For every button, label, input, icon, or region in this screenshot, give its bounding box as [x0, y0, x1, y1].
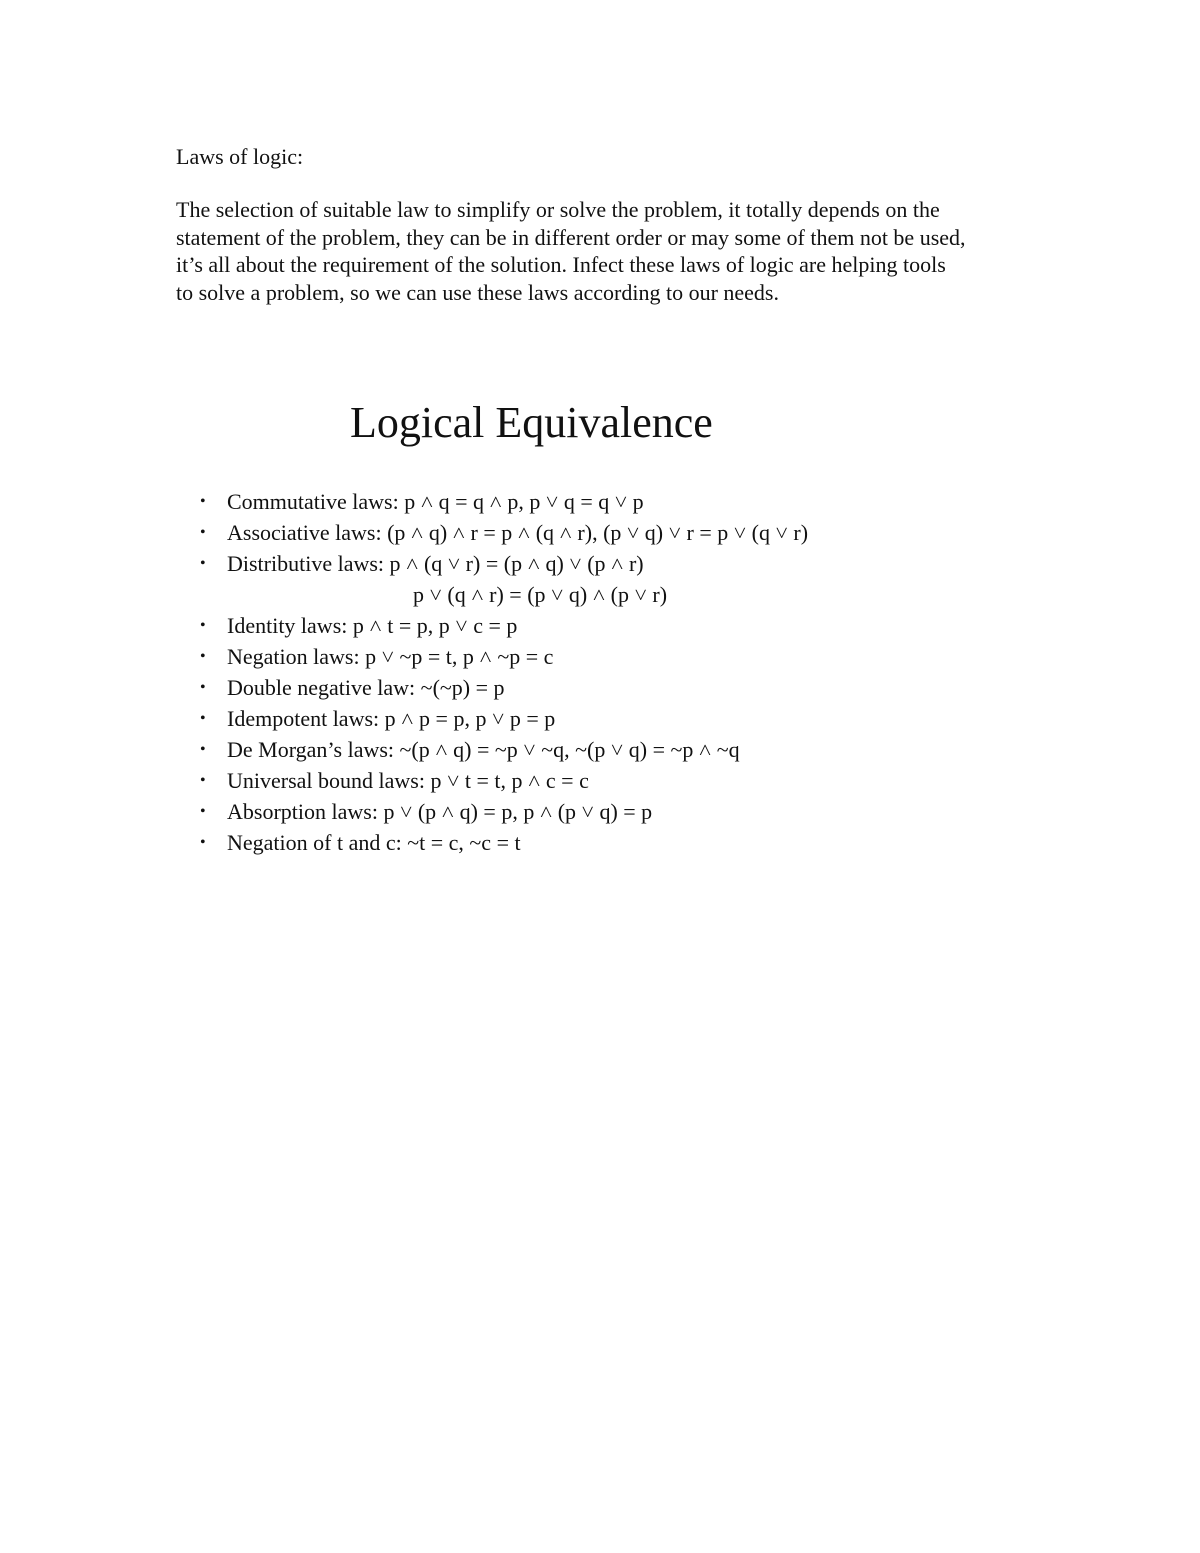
law-text: Negation laws: p ˅ ~p = t, p ˄ ~p = c [227, 644, 554, 669]
law-item-universal-bound [200, 765, 808, 796]
bullet-icon: • [200, 710, 206, 727]
law-text: Distributive laws: p ˄ (q ˅ r) = (p ˄ q) ˅ (p ˄ r) [227, 551, 644, 576]
intro-paragraph [176, 196, 1046, 306]
law-item-absorption [200, 796, 808, 827]
laws-list [200, 486, 808, 858]
law-text: Negation of t and c: ~t = c, ~c = t [227, 830, 521, 855]
bullet-icon: • [200, 524, 206, 541]
intro-line: it’s all about the requirement of the solution. Infect these laws of logic are helping tools [176, 252, 946, 277]
intro-heading: Laws of logic: [176, 144, 304, 169]
bullet-icon: • [200, 772, 206, 789]
law-item-negation [200, 641, 808, 672]
bullet-icon: • [200, 679, 206, 696]
law-item-idempotent [200, 703, 808, 734]
intro-line: The selection of suitable law to simplify or solve the problem, it totally depends on the [176, 197, 940, 222]
law-item-commutative [200, 486, 808, 517]
law-item-identity [200, 610, 808, 641]
law-text: Absorption laws: p ˅ (p ˄ q) = p, p ˄ (p ˅ q) = p [227, 799, 653, 824]
bullet-icon: • [200, 493, 206, 510]
law-text: Identity laws: p ˄ t = p, p ˅ c = p [227, 613, 518, 638]
bullet-icon: • [200, 741, 206, 758]
law-text: Idempotent laws: p ˄ p = p, p ˅ p = p [227, 706, 556, 731]
law-text-continuation: p ˅ (q ˄ r) = (p ˅ q) ˄ (p ˅ r) [413, 582, 668, 607]
intro-line: statement of the problem, they can be in different order or may some of them not be used, [176, 224, 966, 250]
bullet-icon: • [200, 555, 206, 572]
law-item-associative [200, 517, 808, 548]
law-item-double-negative [200, 672, 808, 703]
bullet-icon: • [200, 648, 206, 665]
law-item-de-morgan [200, 734, 808, 765]
law-item-negation-t-c [200, 827, 808, 858]
law-text: Double negative law: ~(~p) = p [227, 675, 505, 700]
law-text: De Morgan’s laws: ~(p ˄ q) = ~p ˅ ~q, ~(p ˅ q) = ~p ˄ ~q [227, 737, 740, 762]
law-text: Associative laws: (p ˄ q) ˄ r = p ˄ (q ˄ r), (p ˅ q) ˅ r = p ˅ (q ˅ r) [227, 520, 809, 545]
intro-line: to solve a problem, so we can use these laws according to our needs. [176, 279, 779, 305]
law-text: Commutative laws: p ˄ q = q ˄ p, p ˅ q = q ˅ p [227, 489, 644, 514]
bullet-icon: • [200, 834, 206, 851]
law-item-distributive [200, 548, 808, 610]
bullet-icon: • [200, 617, 206, 634]
bullet-icon: • [200, 803, 206, 820]
law-text: Universal bound laws: p ˅ t = t, p ˄ c = c [227, 768, 589, 793]
section-title: Logical Equivalence [350, 398, 713, 447]
